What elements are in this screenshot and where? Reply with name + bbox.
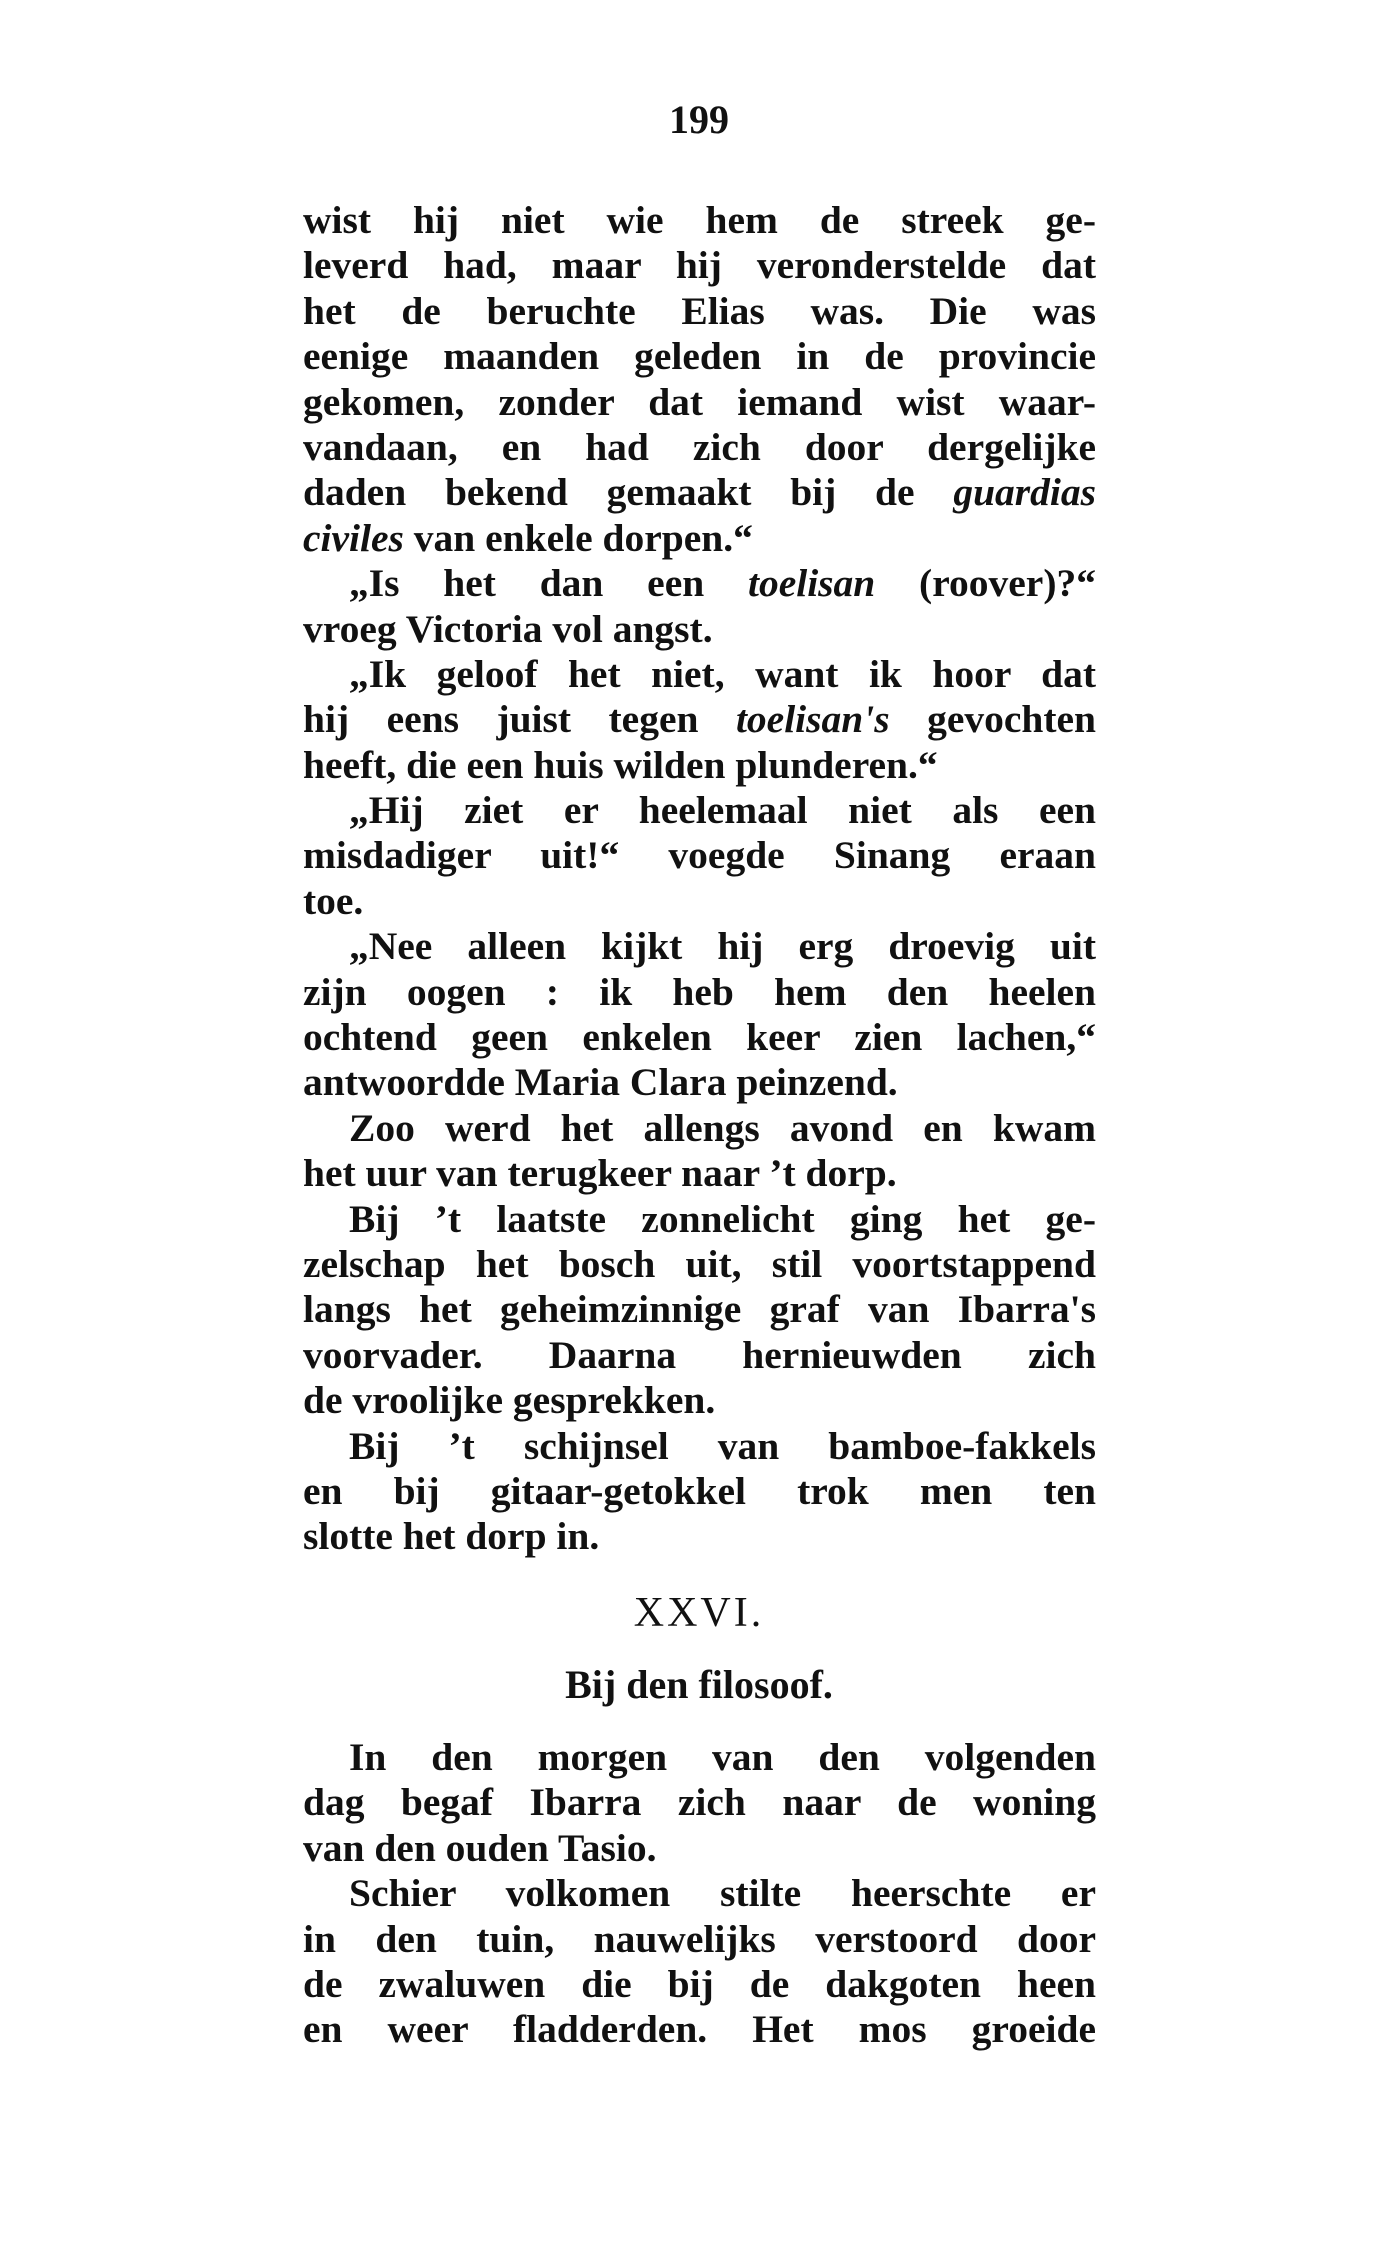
line-text: eenige maanden geleden in de provincie	[303, 334, 1096, 379]
line-text: antwoordde Maria Clara peinzend.	[303, 1060, 898, 1105]
line-text: zelschap het bosch uit, stil voortstappend	[303, 1241, 1096, 1286]
text-line	[303, 470, 1096, 515]
line-text: het uur van terugkeer naar ’t dorp.	[303, 1151, 897, 1196]
text-line	[303, 1197, 1096, 1242]
line-text: Bij ’t laatste zonnelicht ging het ge-	[349, 1196, 1096, 1241]
text-line	[303, 1242, 1096, 1287]
chapter-title: Bij den filosoof.	[565, 1662, 833, 1707]
text-line	[303, 198, 1096, 243]
line-text: langs het geheimzinnige graf van Ibarra's	[303, 1287, 1096, 1332]
line-text: „Ik geloof het niet, want ik hoor dat	[349, 651, 1096, 696]
line-text: dag begaf Ibarra zich naar de woning	[303, 1780, 1096, 1825]
body-text-block	[303, 198, 1096, 1560]
line-text: de vroolijke gesprekken.	[303, 1378, 716, 1423]
italic-term: toelisan	[747, 561, 876, 606]
line-text: wist hij niet wie hem de streek ge-	[303, 198, 1096, 242]
text-line	[303, 2007, 1096, 2052]
line-text: „Hij ziet er heelemaal niet als een	[349, 788, 1096, 833]
line-text: van enkele dorpen.“	[403, 515, 753, 560]
text-line	[303, 833, 1096, 878]
line-text: de zwaluwen die bij de dakgoten heen	[303, 1961, 1096, 2006]
line-text: en bij gitaar-getokkel trok men ten	[303, 1468, 1096, 1513]
text-line	[303, 924, 1096, 969]
chapter-number: XXVI.	[633, 1590, 765, 1636]
line-text: vandaan, en had zich door dergelijke	[303, 424, 1096, 469]
text-line	[303, 607, 1096, 652]
line-text: slotte het dorp in.	[303, 1514, 600, 1559]
line-text: misdadiger uit!“ voegde Sinang eraan	[303, 833, 1096, 878]
text-line	[303, 1015, 1096, 1060]
text-line	[303, 334, 1096, 379]
text-line	[303, 425, 1096, 470]
line-text: Schier volkomen stilte heerschte er	[349, 1871, 1096, 1916]
line-text: van den ouden Tasio.	[303, 1825, 657, 1870]
text-line	[303, 1060, 1096, 1105]
italic-term: toelisan's	[735, 697, 890, 742]
line-text: ochtend geen enkelen keer zien lachen,“	[303, 1015, 1096, 1060]
text-line	[303, 1826, 1096, 1871]
chapter-text-block	[303, 1735, 1096, 2053]
text-line	[303, 970, 1096, 1015]
text-line	[303, 1333, 1096, 1378]
text-line	[303, 1151, 1096, 1196]
line-text: In den morgen van den volgenden	[349, 1735, 1096, 1779]
line-text: „Nee alleen kijkt hij erg droevig uit	[349, 924, 1096, 969]
text-line	[303, 1962, 1096, 2007]
text-line	[303, 243, 1096, 288]
text-line	[303, 289, 1096, 334]
text-line	[303, 879, 1096, 924]
line-text: heeft, die een huis wilden plunderen.“	[303, 742, 938, 787]
italic-term: civiles	[303, 515, 404, 560]
line-text: voorvader. Daarna hernieuwden zich	[303, 1332, 1096, 1377]
line-text: gekomen, zonder dat iemand wist waar-	[303, 379, 1096, 424]
text-line	[303, 380, 1096, 425]
text-line	[303, 1780, 1096, 1825]
text-line	[303, 743, 1096, 788]
line-text: het de beruchte Elias was. Die was	[303, 288, 1096, 333]
line-text: en weer fladderden. Het mos groeide	[303, 2007, 1096, 2052]
text-line	[303, 1424, 1096, 1469]
text-line	[303, 1106, 1096, 1151]
line-text: Bij ’t schijnsel van bamboe-fakkels	[349, 1423, 1096, 1468]
line-text: vroeg Victoria vol angst.	[303, 606, 713, 651]
text-line	[303, 697, 1096, 742]
line-text: Zoo werd het allengs avond en kwam	[349, 1105, 1096, 1150]
italic-term: guardias	[953, 470, 1096, 515]
text-line	[303, 1287, 1096, 1332]
page-number: 199	[669, 97, 729, 142]
line-text: hij eens juist tegen	[303, 697, 736, 742]
text-line	[303, 1469, 1096, 1514]
line-text: in den tuin, nauwelijks verstoord door	[303, 1916, 1096, 1961]
text-line	[303, 1871, 1096, 1916]
text-line	[303, 516, 1096, 561]
text-line	[303, 561, 1096, 606]
text-line	[303, 652, 1096, 697]
line-text: leverd had, maar hij veronderstelde dat	[303, 243, 1096, 288]
line-text: (roover)?“	[875, 561, 1096, 606]
text-line	[303, 1735, 1096, 1780]
text-line	[303, 1514, 1096, 1559]
line-text: daden bekend gemaakt bij de	[303, 470, 954, 515]
line-text: „Is het dan een	[349, 561, 748, 606]
line-text: zijn oogen : ik heb hem den heelen	[303, 969, 1096, 1014]
text-line	[303, 788, 1096, 833]
line-text: toe.	[303, 878, 364, 923]
text-line	[303, 1378, 1096, 1423]
text-line	[303, 1917, 1096, 1962]
line-text: gevochten	[889, 697, 1096, 742]
